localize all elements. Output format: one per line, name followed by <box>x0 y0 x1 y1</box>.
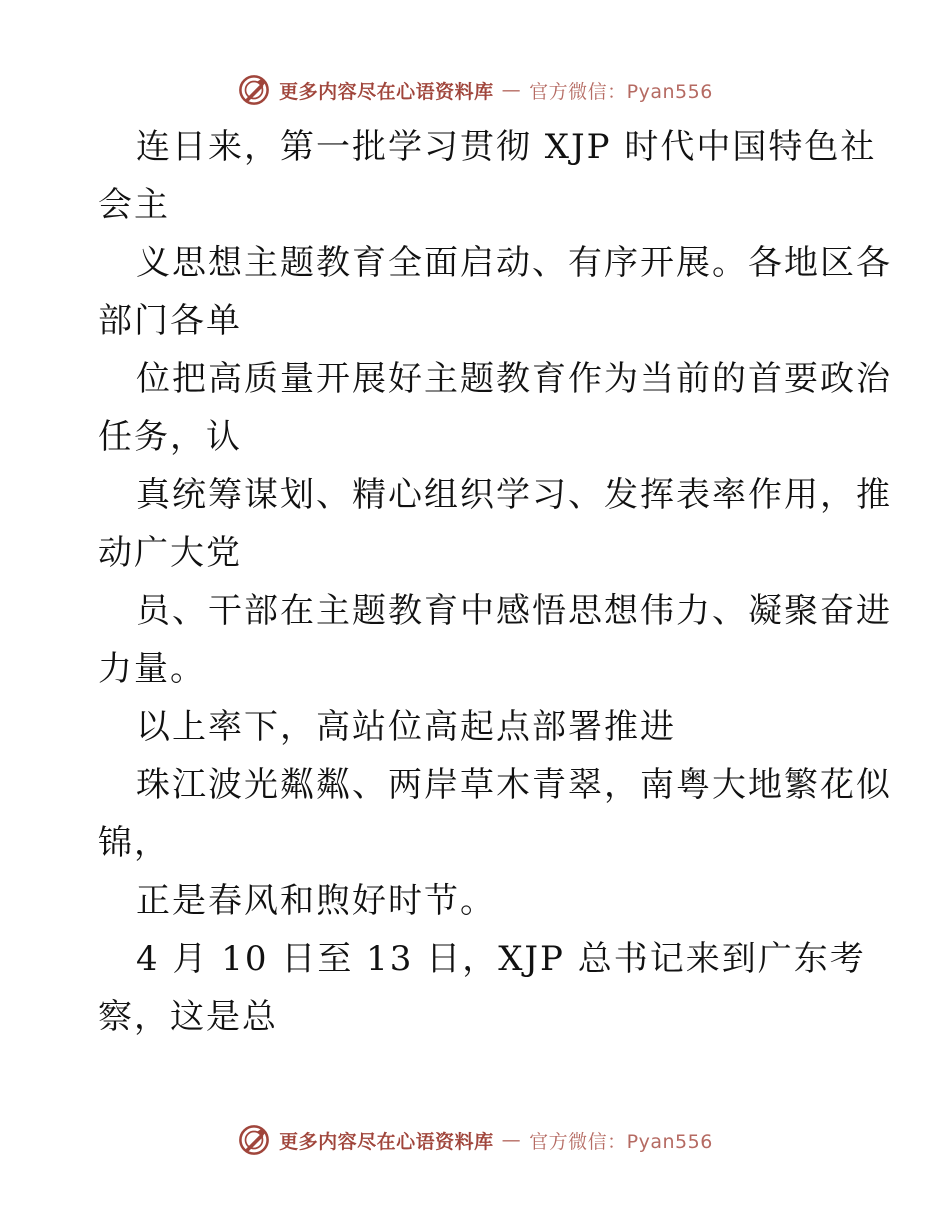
pen-nib-logo-icon <box>237 1123 271 1157</box>
pen-nib-logo-icon <box>237 73 271 107</box>
text-line: 力量。 <box>98 649 206 689</box>
text-line: 部门各单 <box>98 301 242 341</box>
header-watermark <box>0 72 950 108</box>
text-line: 位把高质量开展好主题教育作为当前的首要政治 <box>136 359 892 399</box>
watermark-dash: — <box>501 79 522 101</box>
text-line: 以上率下，高站位高起点部署推进 <box>136 707 676 747</box>
text-line: 连日来，第一批学习贯彻 XJP 时代中国特色社 <box>136 127 877 167</box>
text-line: 察，这是总 <box>98 997 278 1037</box>
watermark-library-text: 更多内容尽在心语资料库 <box>279 1130 494 1153</box>
watermark-dash: — <box>501 1129 522 1151</box>
text-line: 动广大党 <box>98 533 242 573</box>
watermark-library-text: 更多内容尽在心语资料库 <box>279 80 494 103</box>
text-line: 正是春风和煦好时节。 <box>136 881 496 921</box>
text-line: 会主 <box>98 185 170 225</box>
text-line: 任务，认 <box>98 417 242 457</box>
text-line: 珠江波光粼粼、两岸草木青翠，南粤大地繁花似 <box>136 765 892 805</box>
watermark-wechat-text: 官方微信：Pyan556 <box>529 1130 713 1153</box>
footer-watermark <box>0 1122 950 1158</box>
document-body <box>0 118 950 1078</box>
text-line: 真统筹谋划、精心组织学习、发挥表率作用，推 <box>136 475 892 515</box>
text-line: 义思想主题教育全面启动、有序开展。各地区各 <box>136 243 892 283</box>
text-line: 4 月 10 日至 13 日，XJP 总书记来到广东考 <box>136 939 866 979</box>
text-line: 员、干部在主题教育中感悟思想伟力、凝聚奋进 <box>136 591 892 631</box>
text-line: 锦， <box>98 823 170 863</box>
watermark-wechat-text: 官方微信：Pyan556 <box>529 80 713 103</box>
